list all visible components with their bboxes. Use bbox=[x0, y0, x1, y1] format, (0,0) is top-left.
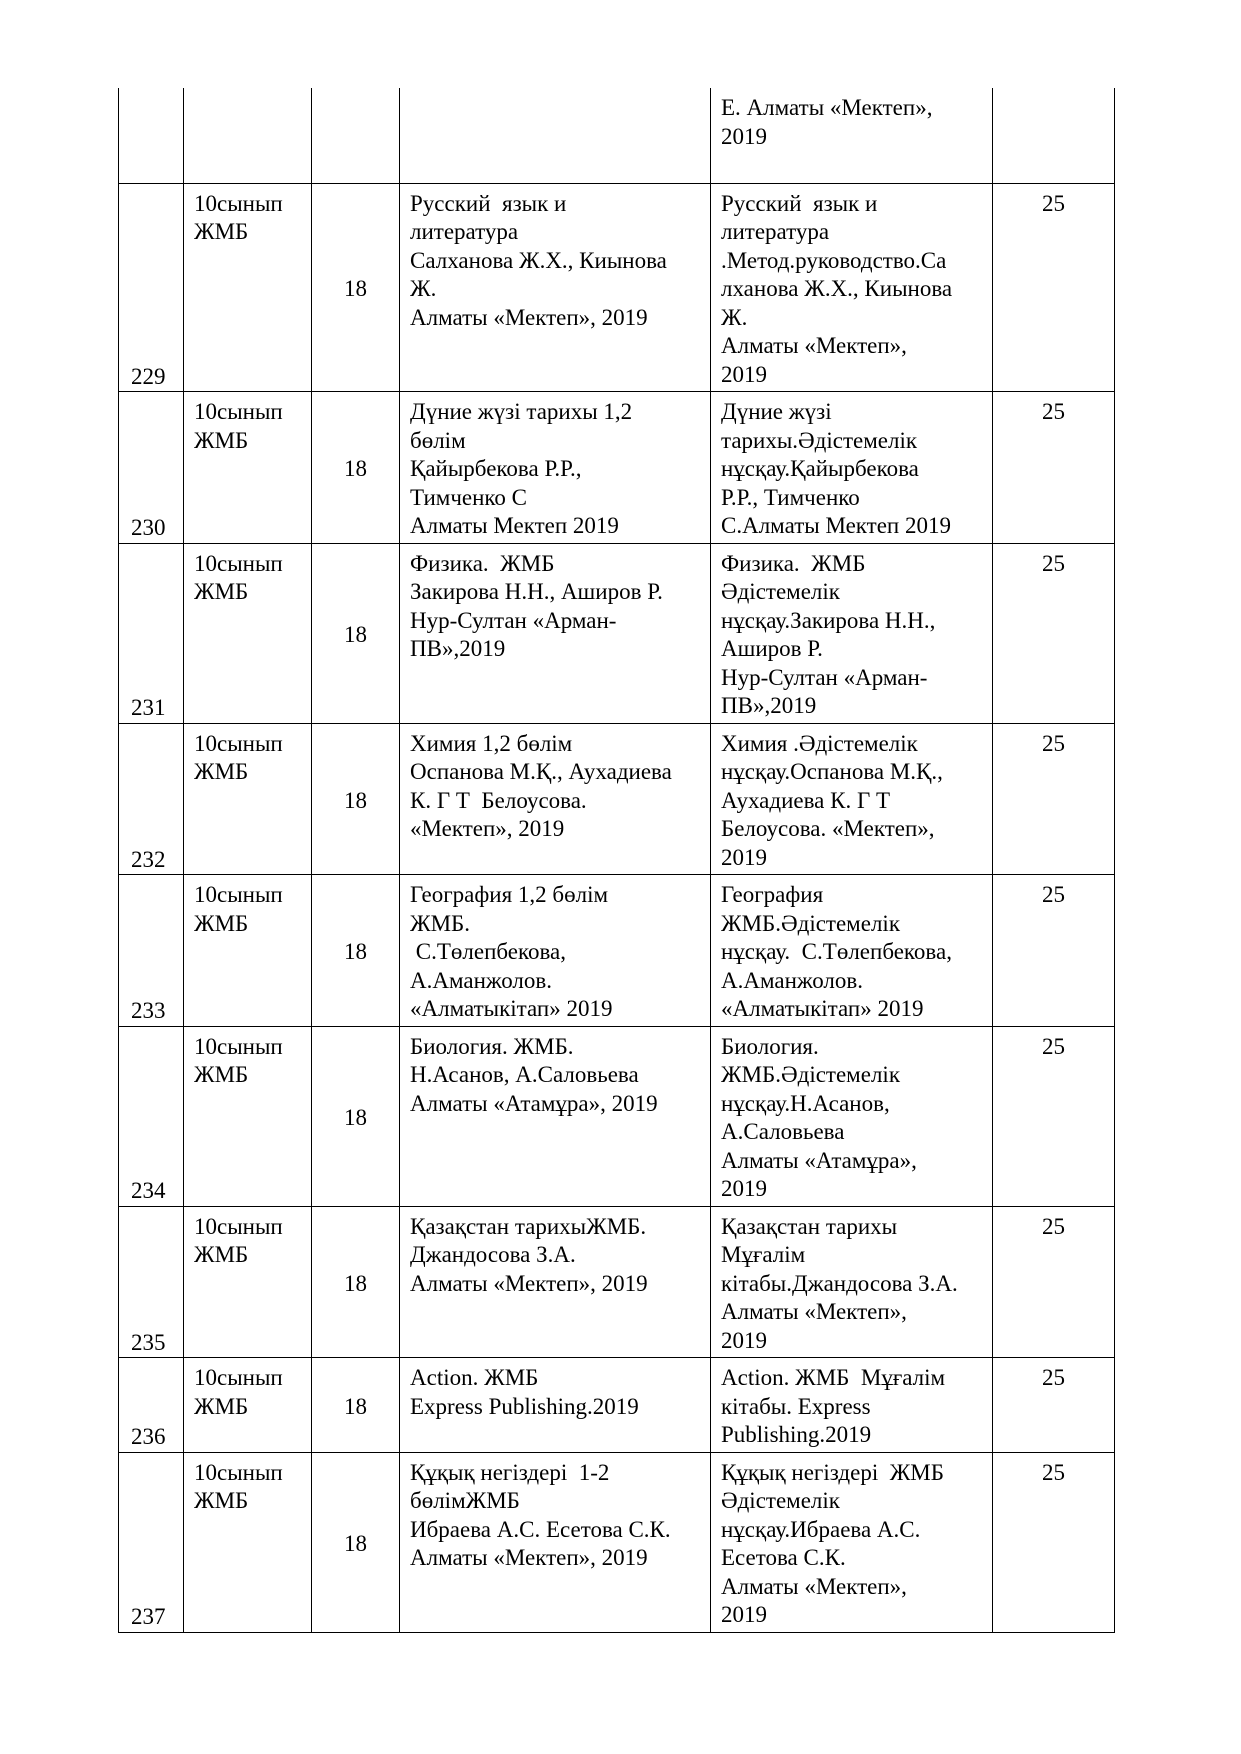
teacher-guide-line: Химия .Әдістемелік bbox=[721, 730, 918, 756]
teacher-guide-line: Физика. ЖМБ bbox=[721, 550, 866, 576]
textbook-cell bbox=[400, 1452, 711, 1632]
quantity-text: 18 bbox=[344, 939, 367, 964]
textbook-line: Джандосова З.А. bbox=[410, 1242, 576, 1267]
teacher-guide-line: Әдістемелік bbox=[721, 579, 840, 604]
grade-cell bbox=[184, 392, 312, 544]
teacher-guide-line: Алматы «Атамұра», bbox=[721, 1147, 917, 1173]
grade-line: 10сынып bbox=[194, 1365, 283, 1390]
quantity-text: 18 bbox=[344, 456, 367, 481]
quantity-text: 18 bbox=[344, 787, 367, 813]
grade-cell bbox=[184, 1452, 312, 1632]
quantity-cell bbox=[312, 875, 400, 1027]
count-text: 25 bbox=[1042, 399, 1065, 424]
teacher-guide-line: 2019 bbox=[721, 123, 767, 149]
teacher-guide-line: нұсқау. С.Төлепбекова, bbox=[721, 939, 952, 964]
row-number-cell bbox=[119, 88, 184, 183]
teacher-guide-line: кітабы.Джандосова З.А. bbox=[721, 1270, 958, 1296]
teacher-guide-line: Қазақстан тарихы bbox=[721, 1213, 898, 1239]
textbook-line: ПВ»,2019 bbox=[410, 636, 506, 661]
textbook-line: ЖМБ. bbox=[410, 910, 471, 936]
teacher-guide-line: «Алматыкітап» 2019 bbox=[721, 996, 924, 1021]
textbook-line: Ибраева А.С. Есетова С.К. bbox=[410, 1516, 671, 1542]
teacher-guide-line: Аширов Р. bbox=[721, 636, 823, 661]
count-text: 25 bbox=[1042, 1213, 1065, 1239]
quantity-text: 18 bbox=[344, 1393, 367, 1419]
teacher-guide-line: Нур-Султан «Арман- bbox=[721, 664, 928, 690]
count-cell bbox=[993, 183, 1115, 392]
textbook-cell bbox=[400, 875, 711, 1027]
teacher-guide-line: Р.Р., Тимченко bbox=[721, 484, 860, 510]
teacher-guide-cell bbox=[711, 183, 993, 392]
grade-line: ЖМБ bbox=[194, 1393, 249, 1419]
quantity-cell bbox=[312, 1026, 400, 1206]
grade-line: 10сынып bbox=[194, 1033, 283, 1059]
table-row bbox=[119, 392, 1115, 544]
row-number-cell bbox=[119, 543, 184, 723]
teacher-guide-line: нұсқау.Н.Асанов, bbox=[721, 1090, 890, 1116]
quantity-cell bbox=[312, 1452, 400, 1632]
teacher-guide-line: 2019 bbox=[721, 1327, 767, 1353]
textbook-line: Қазақстан тарихыЖМБ. bbox=[410, 1213, 647, 1239]
grade-line: 10сынып bbox=[194, 550, 283, 576]
textbook-line: Алматы «Мектеп», 2019 bbox=[410, 1270, 648, 1296]
table-row bbox=[119, 1358, 1115, 1453]
table-body bbox=[119, 88, 1115, 1632]
grade-line: ЖМБ bbox=[194, 1242, 249, 1267]
quantity-text: 18 bbox=[344, 276, 367, 301]
grade-line: 10сынып bbox=[194, 190, 283, 216]
row-number-text: 234 bbox=[131, 1178, 166, 1203]
teacher-guide-line: Ж. bbox=[721, 304, 748, 330]
row-number-cell bbox=[119, 1452, 184, 1632]
textbook-cell bbox=[400, 1206, 711, 1358]
row-number-cell bbox=[119, 875, 184, 1027]
teacher-guide-line: Әдістемелік bbox=[721, 1488, 840, 1513]
row-number-text: 230 bbox=[131, 515, 166, 540]
teacher-guide-line: ЖМБ.Әдістемелік bbox=[721, 910, 900, 936]
table-row bbox=[119, 1452, 1115, 1632]
row-number-text: 231 bbox=[131, 695, 166, 720]
teacher-guide-line: Мұғалім bbox=[721, 1242, 806, 1267]
textbook-cell bbox=[400, 88, 711, 183]
table-row bbox=[119, 875, 1115, 1027]
textbook-line: Салханова Ж.Х., Киынова bbox=[410, 247, 667, 273]
textbook-line: Физика. ЖМБ bbox=[410, 550, 555, 576]
row-number-text: 236 bbox=[131, 1424, 166, 1449]
row-number-text: 237 bbox=[131, 1604, 166, 1629]
teacher-guide-cell bbox=[711, 543, 993, 723]
teacher-guide-line: География bbox=[721, 882, 824, 907]
teacher-guide-line: Есетова С.К. bbox=[721, 1545, 846, 1570]
teacher-guide-line: Русский язык и bbox=[721, 190, 878, 216]
textbook-line: Тимченко С bbox=[410, 484, 528, 510]
textbook-cell bbox=[400, 392, 711, 544]
grade-line: 10сынып bbox=[194, 1213, 283, 1239]
textbook-line: бөлімЖМБ bbox=[410, 1488, 520, 1513]
grade-cell bbox=[184, 183, 312, 392]
teacher-guide-cell bbox=[711, 1452, 993, 1632]
teacher-guide-line: С.Алматы Мектеп 2019 bbox=[721, 513, 951, 538]
textbook-line: Ж. bbox=[410, 276, 437, 301]
textbook-line: Дүние жүзі тарихы 1,2 bbox=[410, 399, 633, 424]
row-number-text: 232 bbox=[131, 846, 166, 872]
teacher-guide-line: А.Саловьева bbox=[721, 1119, 845, 1144]
quantity-cell bbox=[312, 88, 400, 183]
textbook-line: Оспанова М.Қ., Аухадиева bbox=[410, 759, 672, 784]
teacher-guide-line: Құқық негіздері ЖМБ bbox=[721, 1459, 944, 1485]
textbook-line: Химия 1,2 бөлім bbox=[410, 730, 573, 756]
textbook-line: Құқық негіздері 1-2 bbox=[410, 1459, 610, 1485]
count-text: 25 bbox=[1042, 1459, 1065, 1485]
teacher-guide-cell bbox=[711, 1026, 993, 1206]
table-row bbox=[119, 1206, 1115, 1358]
count-cell bbox=[993, 392, 1115, 544]
row-number-text: 229 bbox=[131, 363, 166, 389]
grade-line: 10сынып bbox=[194, 1459, 283, 1485]
quantity-text: 18 bbox=[344, 1270, 367, 1296]
grade-line: ЖМБ bbox=[194, 1062, 249, 1087]
grade-cell bbox=[184, 875, 312, 1027]
row-number-cell bbox=[119, 1026, 184, 1206]
textbook-line: Алматы «Мектеп», 2019 bbox=[410, 304, 648, 330]
quantity-cell bbox=[312, 183, 400, 392]
teacher-guide-cell bbox=[711, 723, 993, 875]
textbook-line: Н.Асанов, А.Саловьева bbox=[410, 1062, 639, 1087]
teacher-guide-line: Алматы «Мектеп», bbox=[721, 1299, 907, 1324]
quantity-text: 18 bbox=[344, 1104, 367, 1130]
table-row bbox=[119, 543, 1115, 723]
textbook-cell bbox=[400, 183, 711, 392]
teacher-guide-line: 2019 bbox=[721, 1176, 767, 1201]
grade-cell bbox=[184, 1358, 312, 1453]
teacher-guide-line: кітабы. Express bbox=[721, 1393, 871, 1419]
grade-cell bbox=[184, 723, 312, 875]
count-cell bbox=[993, 1358, 1115, 1453]
teacher-guide-line: 2019 bbox=[721, 1602, 767, 1627]
grade-cell bbox=[184, 543, 312, 723]
teacher-guide-line: Е. Алматы «Мектеп», bbox=[721, 95, 933, 120]
row-number-text: 233 bbox=[131, 998, 166, 1023]
grade-cell bbox=[184, 88, 312, 183]
quantity-cell bbox=[312, 543, 400, 723]
row-number-cell bbox=[119, 392, 184, 544]
textbook-line: К. Г Т Белоусова. bbox=[410, 787, 587, 813]
grade-cell bbox=[184, 1206, 312, 1358]
row-number-cell bbox=[119, 183, 184, 392]
grade-line: ЖМБ bbox=[194, 427, 249, 453]
count-cell bbox=[993, 1206, 1115, 1358]
count-cell bbox=[993, 723, 1115, 875]
teacher-guide-cell bbox=[711, 1358, 993, 1453]
teacher-guide-line: Аухадиева К. Г Т bbox=[721, 787, 891, 813]
count-text: 25 bbox=[1042, 190, 1065, 216]
grade-line: ЖМБ bbox=[194, 759, 249, 784]
row-number-text: 235 bbox=[131, 1329, 166, 1355]
teacher-guide-line: нұсқау.Закирова Н.Н., bbox=[721, 607, 936, 633]
row-number-cell bbox=[119, 723, 184, 875]
count-text: 25 bbox=[1042, 1033, 1065, 1059]
count-cell bbox=[993, 88, 1115, 183]
teacher-guide-line: ЖМБ.Әдістемелік bbox=[721, 1062, 900, 1087]
teacher-guide-line: Белоусова. «Мектеп», bbox=[721, 816, 935, 841]
teacher-guide-line: Action. ЖМБ Мұғалім bbox=[721, 1365, 946, 1390]
textbook-line: Action. ЖМБ bbox=[410, 1365, 539, 1390]
textbook-line: Биология. ЖМБ. bbox=[410, 1033, 574, 1059]
textbook-line: Алматы Мектеп 2019 bbox=[410, 513, 619, 538]
grade-line: ЖМБ bbox=[194, 1488, 249, 1513]
teacher-guide-line: лханова Ж.Х., Киынова bbox=[721, 276, 953, 301]
teacher-guide-line: А.Аманжолов. bbox=[721, 967, 863, 993]
grade-line: ЖМБ bbox=[194, 579, 249, 604]
teacher-guide-line: .Метод.руководство.Са bbox=[721, 247, 947, 273]
textbook-cell bbox=[400, 723, 711, 875]
table-row bbox=[119, 1026, 1115, 1206]
textbook-cell bbox=[400, 1358, 711, 1453]
quantity-text: 18 bbox=[344, 621, 367, 647]
teacher-guide-line: ПВ»,2019 bbox=[721, 693, 817, 718]
textbook-line: Нур-Султан «Арман- bbox=[410, 607, 617, 633]
teacher-guide-line: нұсқау.Ибраева А.С. bbox=[721, 1516, 921, 1542]
teacher-guide-cell bbox=[711, 1206, 993, 1358]
teacher-guide-line: нұсқау.Қайырбекова bbox=[721, 456, 919, 481]
teacher-guide-line: Биология. bbox=[721, 1033, 819, 1059]
textbook-line: С.Төлепбекова, bbox=[410, 939, 567, 964]
teacher-guide-line: Алматы «Мектеп», bbox=[721, 333, 907, 358]
textbook-line: География 1,2 бөлім bbox=[410, 882, 609, 907]
count-cell bbox=[993, 1026, 1115, 1206]
teacher-guide-cell bbox=[711, 392, 993, 544]
row-number-cell bbox=[119, 1206, 184, 1358]
teacher-guide-line: 2019 bbox=[721, 361, 767, 387]
table-row bbox=[119, 88, 1115, 183]
teacher-guide-line: Дүние жүзі bbox=[721, 399, 832, 424]
grade-line: 10сынып bbox=[194, 730, 283, 756]
grade-line: ЖМБ bbox=[194, 219, 249, 244]
teacher-guide-line: нұсқау.Оспанова М.Қ., bbox=[721, 759, 943, 784]
textbook-line: А.Аманжолов. bbox=[410, 967, 552, 993]
table-row bbox=[119, 183, 1115, 392]
teacher-guide-line: 2019 bbox=[721, 844, 767, 870]
textbook-line: Express Publishing.2019 bbox=[410, 1393, 639, 1419]
grade-line: 10сынып bbox=[194, 399, 283, 424]
table-row bbox=[119, 723, 1115, 875]
textbook-line: Закирова Н.Н., Аширов Р. bbox=[410, 579, 663, 604]
textbook-line: Қайырбекова Р.Р., bbox=[410, 456, 582, 481]
grade-line: 10сынып bbox=[194, 882, 283, 907]
quantity-cell bbox=[312, 1206, 400, 1358]
teacher-guide-line: тарихы.Әдістемелік bbox=[721, 427, 918, 453]
count-cell bbox=[993, 543, 1115, 723]
quantity-cell bbox=[312, 392, 400, 544]
textbook-line: Алматы «Мектеп», 2019 bbox=[410, 1545, 648, 1570]
textbook-line: Русский язык и bbox=[410, 190, 567, 216]
teacher-guide-cell bbox=[711, 875, 993, 1027]
textbook-cell bbox=[400, 543, 711, 723]
textbook-line: «Мектеп», 2019 bbox=[410, 816, 565, 841]
quantity-cell bbox=[312, 723, 400, 875]
quantity-text: 18 bbox=[344, 1530, 367, 1556]
teacher-guide-cell bbox=[711, 88, 993, 183]
row-number-cell bbox=[119, 1358, 184, 1453]
teacher-guide-line: Алматы «Мектеп», bbox=[721, 1573, 907, 1599]
count-text: 25 bbox=[1042, 882, 1065, 907]
count-text: 25 bbox=[1042, 550, 1065, 576]
grade-cell bbox=[184, 1026, 312, 1206]
count-cell bbox=[993, 875, 1115, 1027]
textbook-line: бөлім bbox=[410, 427, 466, 453]
textbook-line: литература bbox=[410, 219, 519, 244]
count-text: 25 bbox=[1042, 1365, 1065, 1390]
textbook-line: «Алматыкітап» 2019 bbox=[410, 996, 613, 1021]
textbook-line: Алматы «Атамұра», 2019 bbox=[410, 1090, 658, 1116]
teacher-guide-line: литература bbox=[721, 219, 830, 244]
quantity-cell bbox=[312, 1358, 400, 1453]
count-text: 25 bbox=[1042, 730, 1065, 756]
textbook-cell bbox=[400, 1026, 711, 1206]
teacher-guide-line: Publishing.2019 bbox=[721, 1422, 872, 1447]
textbook-table bbox=[118, 88, 1115, 1633]
count-cell bbox=[993, 1452, 1115, 1632]
grade-line: ЖМБ bbox=[194, 910, 249, 936]
